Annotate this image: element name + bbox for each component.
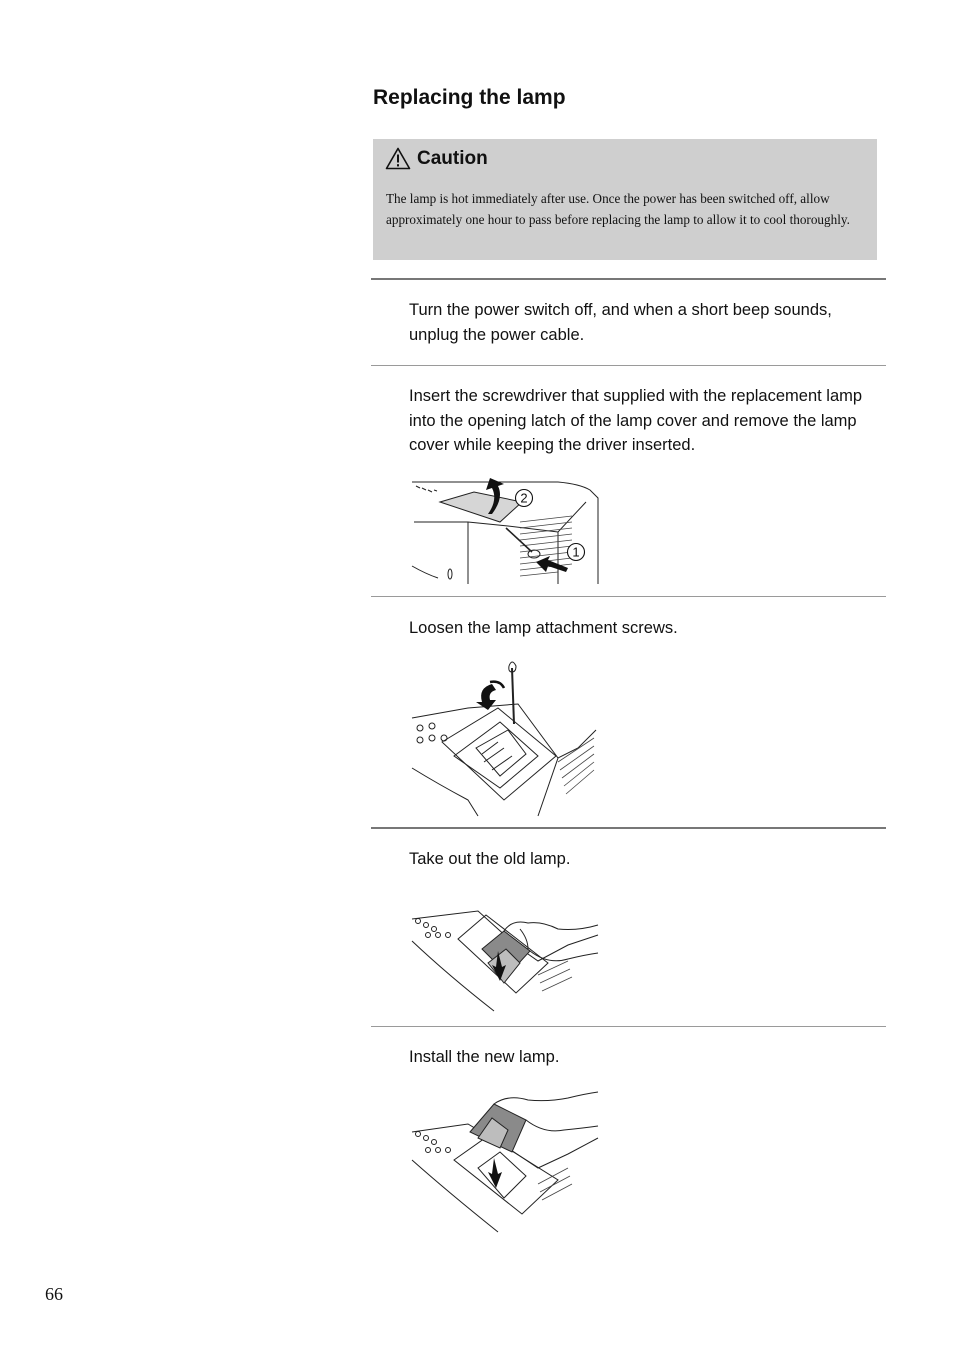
callout-one: 1 — [572, 544, 580, 560]
step-divider — [371, 596, 886, 597]
step-divider — [371, 278, 886, 280]
warning-triangle-icon — [385, 147, 411, 170]
step-divider — [371, 827, 886, 829]
step-divider — [371, 365, 886, 366]
loosen-screws-illustration — [408, 658, 600, 818]
caution-box — [373, 139, 877, 260]
step-3-text: Loosen the lamp attachment screws. — [409, 619, 678, 637]
lamp-cover-removal-illustration — [408, 476, 604, 588]
caution-heading — [385, 147, 488, 170]
page-number: 66 — [45, 1284, 63, 1304]
caution-text: The lamp is hot immediately after use. Once the power has been switched off, allow approximately one hour to pass before replacing the lamp to allow it to cool thoroughly. — [386, 191, 850, 227]
step-2-text: Insert the screwdriver that supplied with the replacement lamp into the opening latch of the lamp cover and remove the lamp cover while keeping the driver inserted. — [409, 387, 863, 454]
caution-heading-label: Caution — [417, 147, 488, 169]
callout-two: 2 — [520, 490, 528, 506]
install-new-lamp-illustration — [408, 1088, 600, 1234]
step-divider — [371, 1026, 886, 1027]
step-1-text: Turn the power switch off, and when a short beep sounds, unplug the power cable. — [409, 301, 832, 344]
step-5-text: Install the new lamp. — [409, 1048, 560, 1066]
remove-old-lamp-illustration — [408, 905, 600, 1017]
page-title: Replacing the lamp — [373, 86, 566, 109]
step-4-text: Take out the old lamp. — [409, 850, 571, 868]
